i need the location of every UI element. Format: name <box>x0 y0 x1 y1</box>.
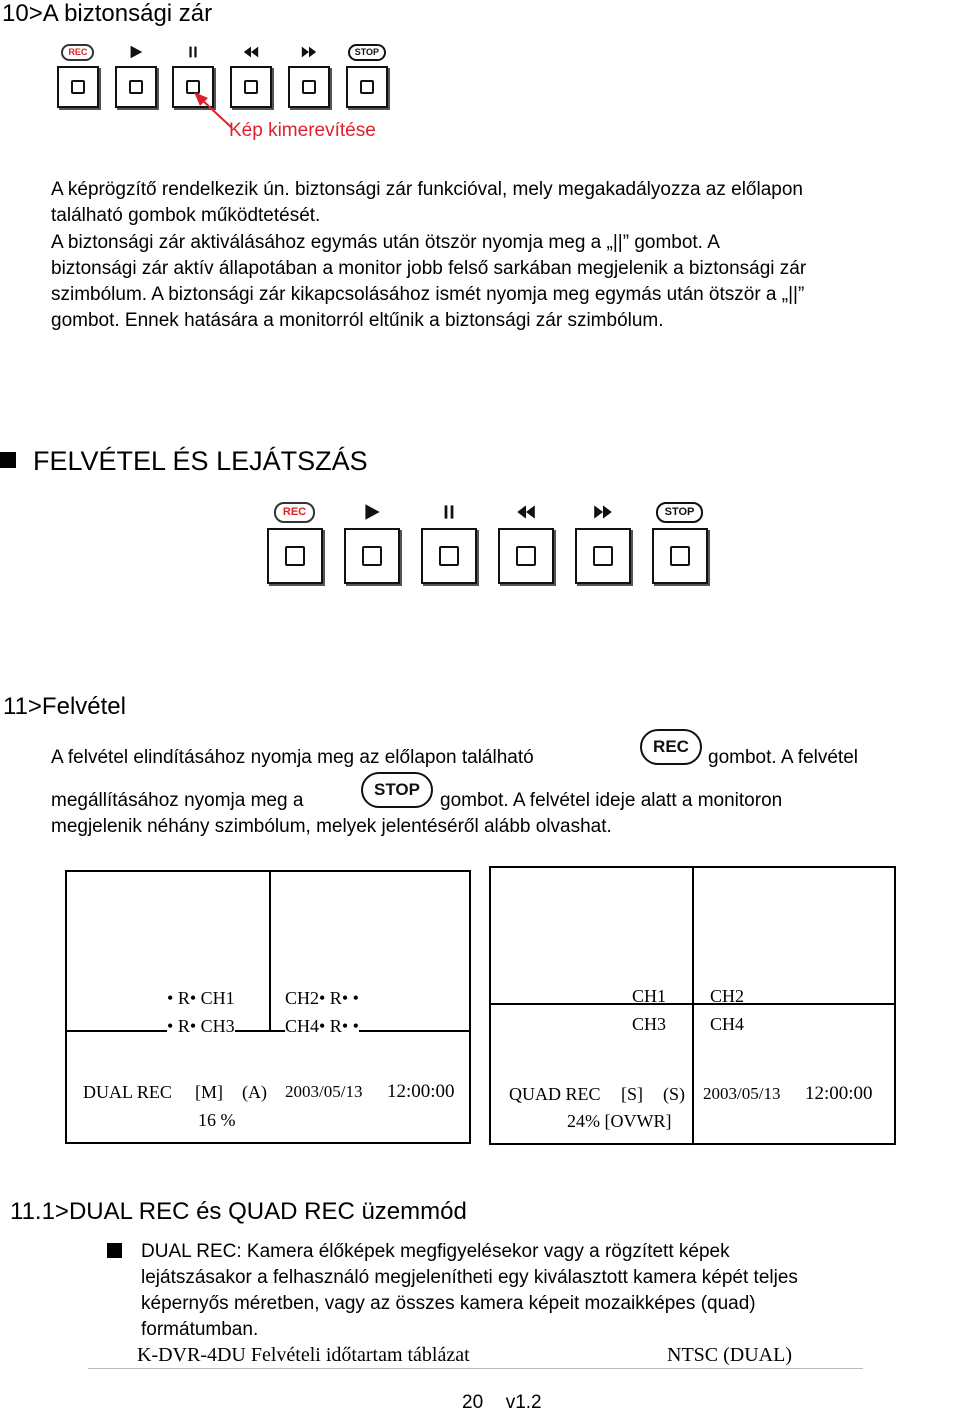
panel-button <box>256 500 333 584</box>
quad-rec-screen <box>489 866 896 1145</box>
paragraph-line: gombot. Ennek hatására a monitorról eltűnik a biztonsági zár szimbólum. <box>51 310 664 332</box>
rec-mode-status: QUAD REC <box>509 1084 601 1104</box>
button-key <box>421 528 477 584</box>
disk-usage-readout: 24% [OVWR] <box>567 1111 672 1131</box>
disk-usage-readout: 16 % <box>198 1110 236 1130</box>
document-version: v1.2 <box>505 1392 542 1413</box>
panel-button <box>410 500 487 584</box>
page-footer <box>462 1392 542 1414</box>
screen-divider-vertical <box>269 872 271 1032</box>
panel-button <box>49 42 107 108</box>
screen-divider-vertical <box>692 1003 694 1143</box>
table-caption: K-DVR-4DU Felvételi időtartam táblázat <box>137 1344 470 1366</box>
section-bullet <box>0 452 16 473</box>
rec-type-indicator: (A) <box>242 1082 267 1102</box>
list-bullet <box>107 1243 122 1263</box>
button-key <box>115 66 157 108</box>
paragraph-line: A biztonsági zár aktiválásához egymás után ötször nyomja meg a „||” gombot. A <box>51 231 720 253</box>
section-10-heading: 10>A biztonsági zár <box>2 0 213 27</box>
paragraph-line: képernyős méretben, vagy az összes kamera képeit mozaikképes (quad) <box>141 1293 756 1314</box>
display-mode-indicator: [S] <box>621 1084 643 1104</box>
stop-icon <box>656 500 704 524</box>
paragraph-line: lejátszásakor a felhasználó megjelenítheti egy kiválasztott kamera képét teljes <box>141 1267 798 1288</box>
pause-icon <box>184 42 202 62</box>
rec-icon <box>61 42 94 62</box>
section-11-1-heading: 11.1>DUAL REC és QUAD REC üzemmód <box>10 1198 467 1225</box>
paragraph-line: található gombok működtetését. <box>51 205 321 227</box>
button-key <box>346 66 388 108</box>
rec-type-indicator: (S) <box>663 1084 685 1104</box>
playback-section-heading: FELVÉTEL ÉS LEJÁTSZÁS <box>33 446 368 476</box>
panel-button <box>487 500 564 584</box>
time-readout: 12:00:00 <box>805 1083 873 1104</box>
button-key <box>288 66 330 108</box>
freeze-image-callout: Kép kimerevítése <box>229 120 376 141</box>
stop-label: STOP <box>656 502 704 523</box>
fast-forward-icon <box>300 42 318 62</box>
paragraph-line: szimbólum. A biztonsági zár kikapcsolásához ismét nyomja meg egymás után ötször a „||” <box>51 284 805 306</box>
rec-instruction-text-end: gombot. A felvétel <box>708 747 858 768</box>
paragraph-line: A képrögzítő rendelkezik ún. biztonsági zár funkcióval, mely megakadályozza az előlapon <box>51 179 803 200</box>
button-key <box>57 66 99 108</box>
date-readout: 2003/05/13 <box>703 1084 781 1103</box>
symbols-intro-text: megjelenik néhány szimbólum, melyek jelentéséről alább olvashat. <box>51 816 612 837</box>
paragraph-line: formátumban. <box>141 1319 259 1340</box>
channel-label: CH2 <box>710 986 745 1006</box>
rec-button-icon: REC <box>640 729 702 765</box>
button-key <box>575 528 631 584</box>
rec-mode-status: DUAL REC <box>83 1082 172 1102</box>
table-top-rule <box>88 1368 863 1369</box>
channel-label: CH3 <box>632 1014 667 1034</box>
channel-label: CH2• R• • <box>285 988 359 1008</box>
stop-button-icon: STOP <box>361 772 433 808</box>
date-readout: 2003/05/13 <box>285 1082 363 1101</box>
pause-icon <box>438 500 460 524</box>
button-key <box>498 528 554 584</box>
channel-label: CH4 <box>710 1014 745 1034</box>
stop-instruction-text-end: gombot. A felvétel ideje alatt a monitoron <box>440 790 783 811</box>
rewind-icon <box>242 42 260 62</box>
table-format-caption: NTSC (DUAL) <box>667 1344 792 1366</box>
paragraph-line: DUAL REC: Kamera élőképek megfigyelésekor vagy a rögzített képek <box>141 1241 730 1262</box>
stop-icon <box>348 42 386 62</box>
rec-label: REC <box>61 44 94 61</box>
time-readout: 12:00:00 <box>387 1081 455 1102</box>
channel-label: CH4• R• • <box>285 1016 359 1036</box>
page-number: 20 <box>462 1392 484 1413</box>
rec-instruction-text: A felvétel elindításához nyomja meg az előlapon található <box>51 747 534 768</box>
panel-button <box>107 42 165 108</box>
channel-label: • R• CH1 <box>167 988 235 1008</box>
channel-label: • R• CH3 <box>167 1016 235 1036</box>
fast-forward-icon <box>592 500 614 524</box>
rec-icon <box>274 500 315 524</box>
stop-instruction-text: megállításához nyomja meg a <box>51 790 304 811</box>
panel-button <box>333 500 410 584</box>
channel-label: CH1 <box>632 986 667 1006</box>
screen-divider-horizontal <box>67 1030 469 1032</box>
dual-rec-screen <box>65 870 471 1144</box>
button-key <box>267 528 323 584</box>
display-mode-indicator: [M] <box>195 1082 223 1102</box>
button-key <box>652 528 708 584</box>
section-10-paragraph <box>51 177 806 335</box>
button-key <box>344 528 400 584</box>
panel-button <box>641 500 718 584</box>
dual-rec-description <box>141 1239 798 1343</box>
play-icon <box>127 42 145 62</box>
front-panel-buttons-large <box>256 500 718 584</box>
panel-button <box>564 500 641 584</box>
rec-label: REC <box>274 502 315 523</box>
play-icon <box>361 500 383 524</box>
section-11-heading: 11>Felvétel <box>3 693 126 720</box>
stop-label: STOP <box>348 44 386 61</box>
panel-button <box>280 42 338 108</box>
rewind-icon <box>515 500 537 524</box>
paragraph-line: biztonsági zár aktív állapotában a monitor jobb felső sarkában megjelenik a biztonsági zár <box>51 257 807 279</box>
panel-button <box>338 42 396 108</box>
